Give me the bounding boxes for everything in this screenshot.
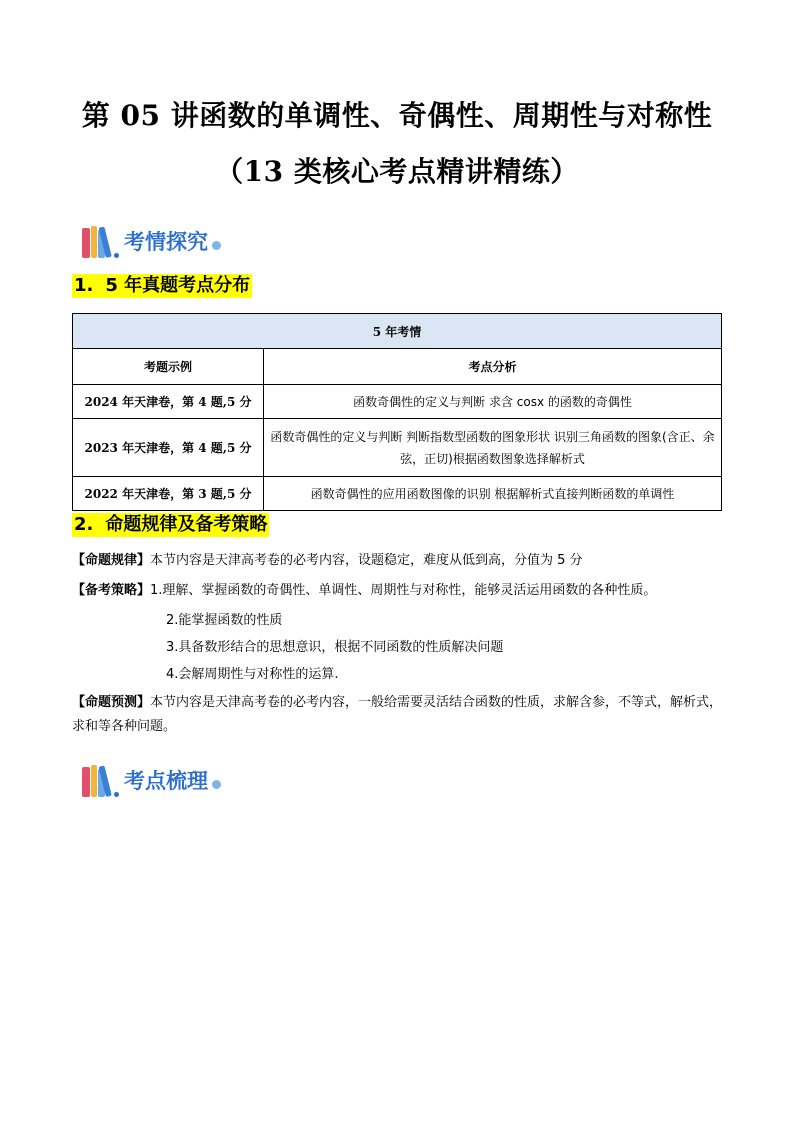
rule-paragraph: 【命题规律】本节内容是天津高考卷的必考内容，设题稳定，难度从低到高，分值为 5 分 bbox=[72, 553, 583, 568]
section-title: 考情探究 bbox=[124, 230, 208, 254]
cell-example: 2023 年天津卷，第 4 题,5 分 bbox=[73, 419, 264, 477]
strategy-item: 2.能掌握函数的性质 bbox=[166, 613, 283, 628]
books-icon bbox=[78, 224, 122, 258]
strategy-item: 4.会解周期性与对称性的运算. bbox=[166, 667, 339, 682]
cell-analysis: 函数奇偶性的定义与判断 求含 cosx 的函数的奇偶性 bbox=[264, 385, 722, 419]
exam-table bbox=[72, 313, 722, 511]
table-header: 5 年考情 bbox=[73, 314, 722, 349]
section-title: 考点梳理 bbox=[124, 769, 208, 793]
cell-analysis: 函数奇偶性的定义与判断 判断指数型函数的图象形状 识别三角函数的图象(含正、余弦，正切)根据函数图象选择解析式 bbox=[264, 419, 722, 477]
cell-example: 2022 年天津卷，第 3 题,5 分 bbox=[73, 477, 264, 511]
table-row bbox=[73, 419, 722, 477]
subsection-heading-2: 2. 命题规律及备考策略 bbox=[74, 514, 268, 535]
cell-example: 2024 年天津卷，第 4 题,5 分 bbox=[73, 385, 264, 419]
cell-analysis: 函数奇偶性的应用函数图像的识别 根据解析式直接判断函数的单调性 bbox=[264, 477, 722, 511]
section-header-kaodian bbox=[78, 760, 221, 800]
column-header-analysis: 考点分析 bbox=[264, 349, 722, 385]
books-icon bbox=[78, 763, 122, 797]
forecast-paragraph: 【命题预测】本节内容是天津高考卷的必考内容，一般给需要灵活结合函数的性质，求解含参，不等式，解析式，求和等各种问题。 bbox=[72, 695, 723, 734]
dot-icon bbox=[212, 241, 221, 250]
page-title: 第 05 讲函数的单调性、奇偶性、周期性与对称性 bbox=[81, 99, 713, 132]
strategy-paragraph: 【备考策略】1.理解、掌握函数的奇偶性、单调性、周期性与对称性，能够灵活运用函数的各种性质。 bbox=[72, 583, 657, 598]
dot-icon bbox=[212, 780, 221, 789]
page-subtitle: （13 类核心考点精讲精练） bbox=[215, 155, 579, 188]
table-row bbox=[73, 385, 722, 419]
column-header-example: 考题示例 bbox=[73, 349, 264, 385]
section-header-kaoqing bbox=[78, 221, 221, 261]
subsection-heading-1: 1. 5 年真题考点分布 bbox=[74, 275, 251, 296]
strategy-item: 3.具备数形结合的思想意识，根据不同函数的性质解决问题 bbox=[166, 640, 504, 655]
table-row bbox=[73, 477, 722, 511]
